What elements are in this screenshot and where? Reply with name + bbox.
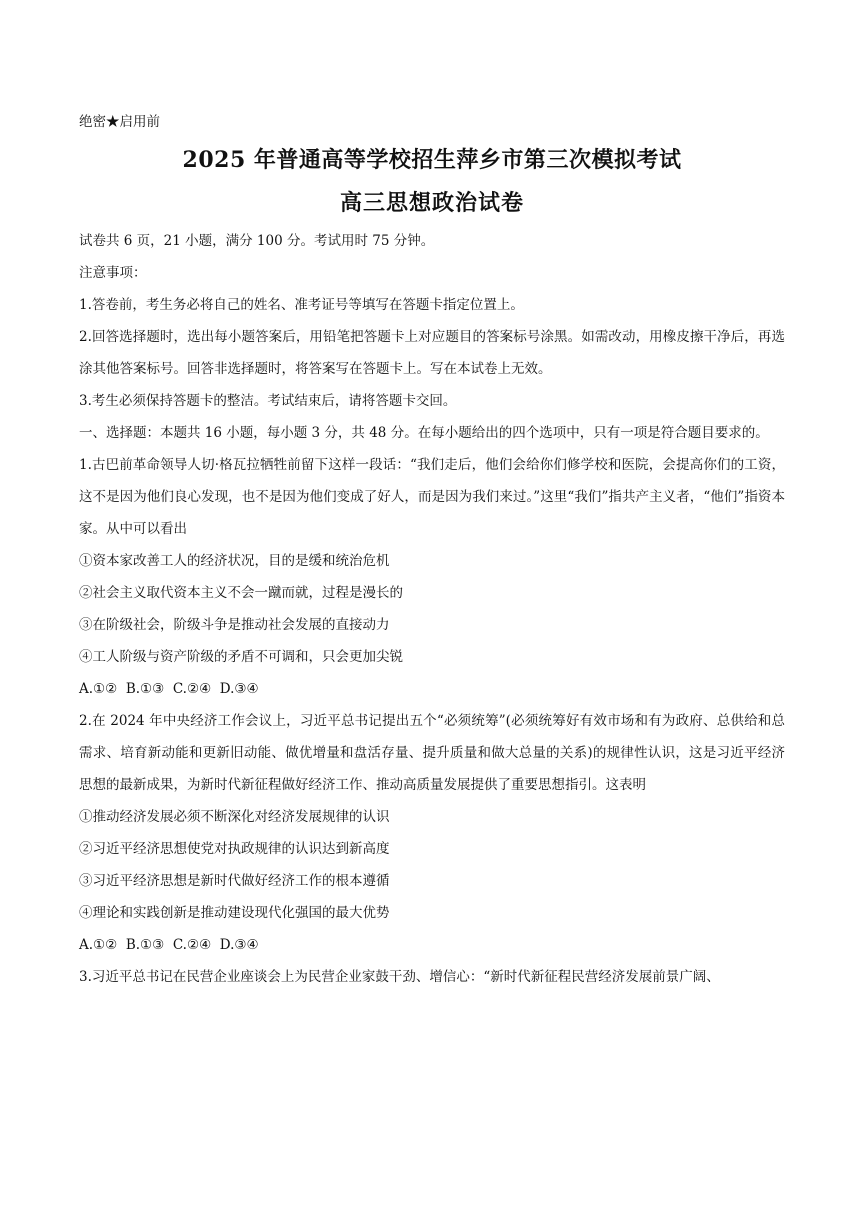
question-2-statement-3: ③习近平经济思想是新时代做好经济工作的根本遵循 [79,873,390,889]
document-body [79,112,785,993]
exam-subtitle: 高三思想政治试卷 [339,190,524,216]
question-2-options: A.①② B.①③ C.②④ D.③④ [79,937,259,953]
notice-item-2: 2.回答选择题时，选出每小题答案后，用铅笔把答题卡上对应题目的答案标号涂黑。如需改动，用橡皮擦干净后，再选涂其他答案标号。回答非选择题时，将答案写在答题卡上。写在本试卷上无效。 [79,329,785,377]
confidential-label: 绝密★启用前 [79,114,160,130]
question-2-statement-1: ①推动经济发展必须不断深化对经济发展规律的认识 [79,809,390,825]
question-1-statement-3: ③在阶级社会，阶级斗争是推动社会发展的直接动力 [79,617,390,633]
exam-title: 2025 年普通高等学校招生萍乡市第三次模拟考试 [182,147,682,173]
notice-item-3: 3.考生必须保持答题卡的整洁。考试结束后，请将答题卡交回。 [79,393,457,409]
question-1-stem: 1.古巴前革命领导人切·格瓦拉牺牲前留下这样一段话：“我们走后，他们会给你们修学校和医院，会提高你们的工资，这不是因为他们良心发现，也不是因为他们变成了好人，而是因为我们来过。”这里“我们”指共产主义者，“他们”指资本家。从中可以看出 [79,457,785,537]
question-1-statement-4: ④工人阶级与资产阶级的矛盾不可调和，只会更加尖锐 [79,649,403,665]
question-2-stem: 2.在 2024 年中央经济工作会议上，习近平总书记提出五个“必须统筹”(必须统筹好有效市场和有为政府、总供给和总需求、培育新动能和更新旧动能、做优增量和盘活存量、提升质量和做大总量的关系)的规律性认识，这是习近平经济思想的最新成果，为新时代新征程做好经济工作、推动高质量发展提供了重要思想指引。这表明 [79,713,785,793]
section-heading: 一、选择题：本题共 16 小题，每小题 3 分，共 48 分。在每小题给出的四个选项中，只有一项是符合题目要求的。 [79,425,769,441]
question-1-statement-2: ②社会主义取代资本主义不会一蹴而就，过程是漫长的 [79,585,403,601]
exam-info: 试卷共 6 页，21 小题，满分 100 分。考试用时 75 分钟。 [79,233,435,249]
question-2-statement-2: ②习近平经济思想使党对执政规律的认识达到新高度 [79,841,390,857]
question-2-statement-4: ④理论和实践创新是推动建设现代化强国的最大优势 [79,905,390,921]
question-3-stem: 3.习近平总书记在民营企业座谈会上为民营企业家鼓干劲、增信心：“新时代新征程民营经济发展前景广阔、 [79,969,720,985]
question-1-options: A.①② B.①③ C.②④ D.③④ [79,681,259,697]
notice-item-1: 1.答卷前，考生务必将自己的姓名、准考证号等填写在答题卡指定位置上。 [79,297,524,313]
question-1-statement-1: ①资本家改善工人的经济状况，目的是缓和统治危机 [79,553,390,569]
notice-title: 注意事项： [79,265,147,281]
